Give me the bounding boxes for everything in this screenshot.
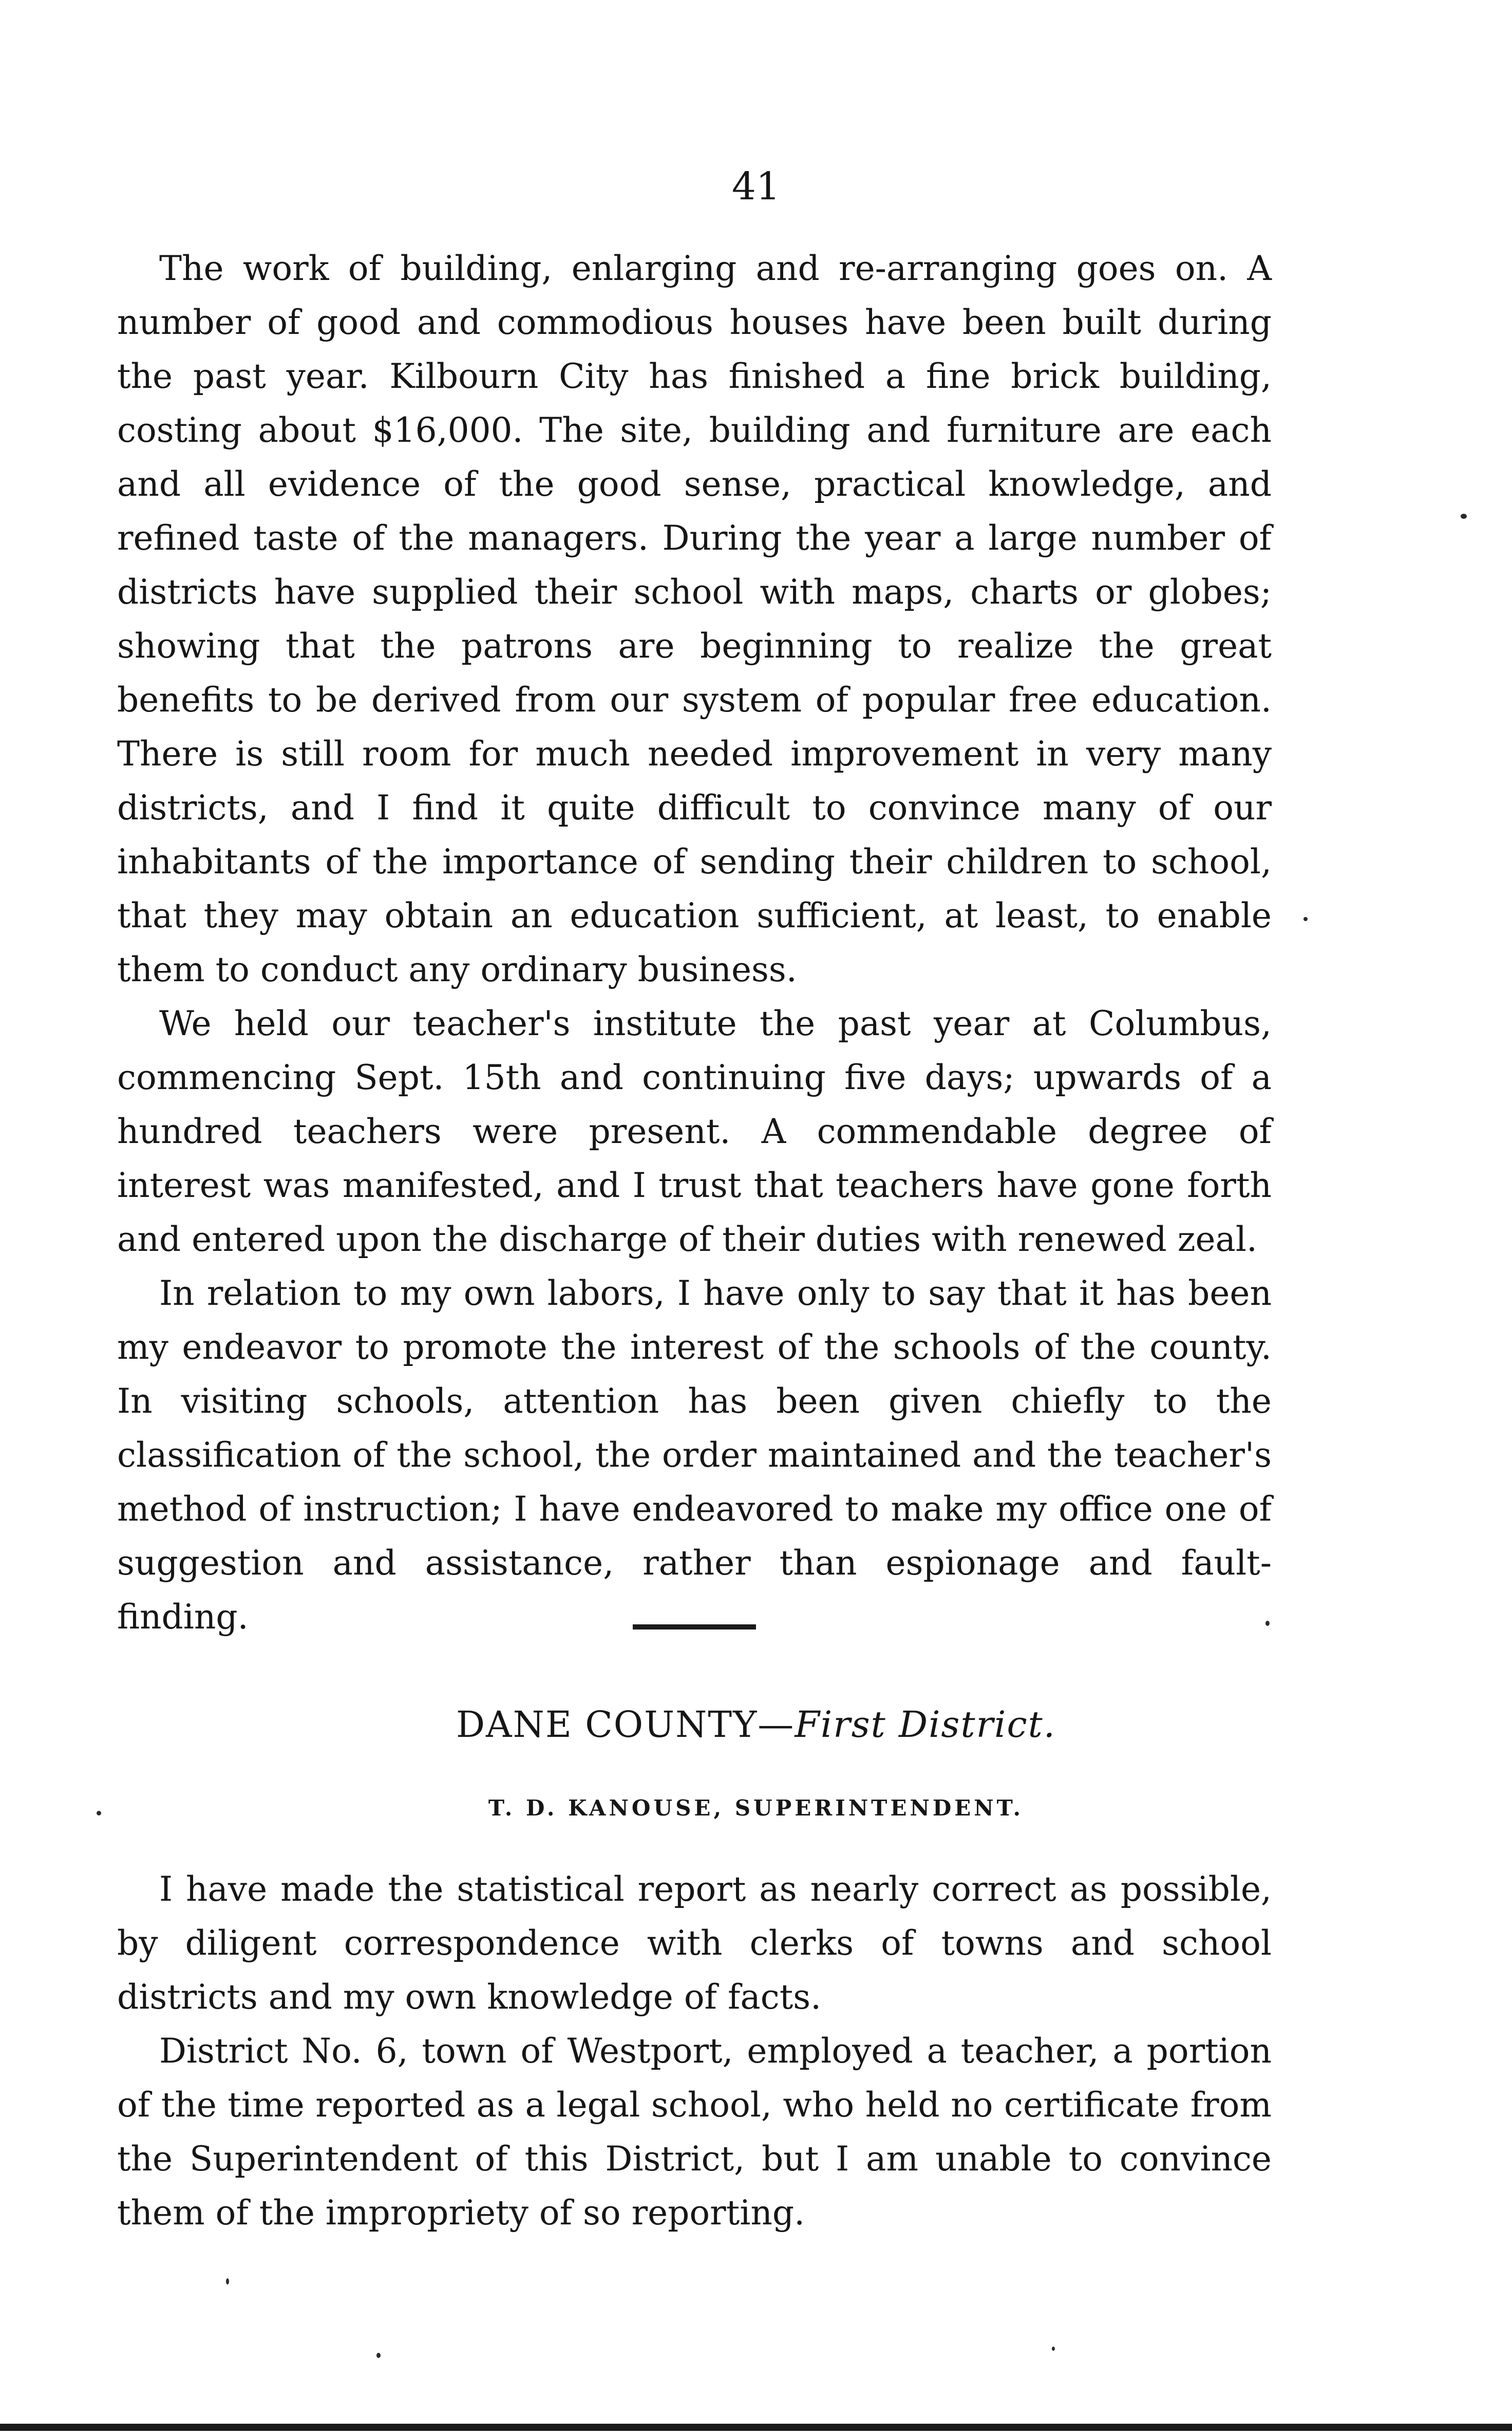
section-divider (633, 1624, 756, 1629)
print-speck (1461, 514, 1467, 519)
page-number: 41 (731, 164, 781, 209)
page-bottom-rule (0, 2424, 1512, 2431)
print-speck (1265, 1621, 1270, 1626)
print-speck (97, 1811, 101, 1815)
section-heading-district: First District. (795, 1703, 1056, 1746)
paragraph-statistical-report: I have made the statistical report as nearly correct as possible, by diligent correspondence with clerks of towns and school districts and my own knowledge of facts. (117, 1869, 1272, 2017)
print-speck (1303, 917, 1308, 921)
print-speck (1052, 2347, 1055, 2351)
paragraph-westport: District No. 6, town of Westport, employed a teacher, a portion of the time reported as a legal school, who held no certificate from the Superintendent of this District, but I am unable to convince them of the impropriety of so reporting. (117, 2031, 1272, 2233)
paragraph-building: The work of building, enlarging and re-arranging goes on. A number of good and commodious houses have been built during the past year. Kilbourn City has finished a fine brick building, costing about $16,000. The site, building and furniture are each and all evidence of the good sense, practical knowledge, and refined taste of the managers. During the year a large number of districts have supplied their school with maps, charts or globes; showing that the patrons are beginning to realize the great benefits to be derived from our system of popular free education. There is still room for much needed improvement in very many districts, and I find it quite difficult to convince many of our inhabitants of the importance of sending their children to school, that they may obtain an education sufficient, at least, to enable them to conduct any ordinary business. (117, 249, 1272, 989)
print-speck (226, 2278, 229, 2284)
superintendent-name: T. D. KANOUSE, SUPERINTENDENT. (488, 1795, 1024, 1821)
dane-county-report (117, 1862, 1272, 2240)
report-section-continued (117, 241, 1272, 1644)
print-speck (376, 2353, 381, 2358)
section-heading-county: DANE COUNTY— (456, 1703, 795, 1746)
paragraph-institute: We held our teacher's institute the past year at Columbus, commencing Sept. 15th and continuing five days; upwards of a hundred teachers were present. A commendable degree of interest was manifested, and I trust that teachers have gone forth and entered upon the discharge of their duties with renewed zeal. (117, 1004, 1272, 1259)
paragraph-labors: In relation to my own labors, I have only to say that it has been my endeavor to promote the interest of the schools of the county. In visiting schools, attention has been given chiefly to the classification of the school, the order maintained and the teacher's method of instruction; I have endeavored to make my office one of suggestion and assistance, rather than espionage and fault-finding. (117, 1273, 1272, 1637)
section-heading (0, 1701, 1512, 1748)
